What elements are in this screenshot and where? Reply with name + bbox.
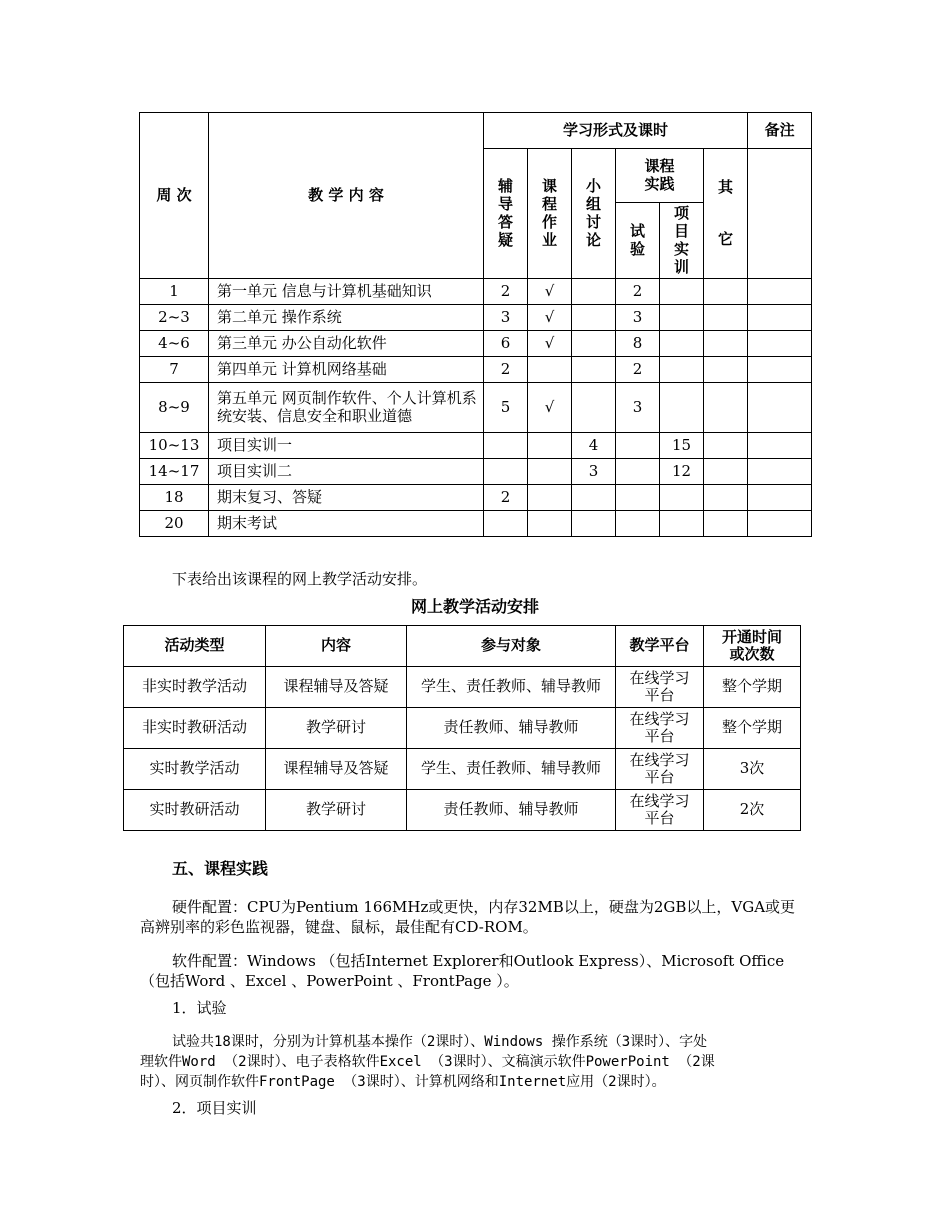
cell-tutoring: 5 (484, 383, 528, 433)
cell-activity-content: 课程辅导及答疑 (266, 667, 407, 708)
header-remark: 备注 (748, 113, 812, 149)
header-platform: 教学平台 (616, 626, 704, 667)
online-activity-table (123, 625, 801, 831)
cell-activity-type: 非实时教研活动 (124, 708, 266, 749)
cell-content: 第五单元 网页制作软件、个人计算机系统安装、信息安全和职业道德 (209, 383, 484, 433)
header-other: 其 它 (704, 149, 748, 279)
cell-project (660, 279, 704, 305)
cell-other (704, 357, 748, 383)
cell-tutoring (484, 511, 528, 537)
cell-week: 4~6 (140, 331, 209, 357)
cell-activity-type: 非实时教学活动 (124, 667, 266, 708)
cell-tutoring (484, 433, 528, 459)
cell-experiment: 3 (616, 305, 660, 331)
cell-other (704, 279, 748, 305)
cell-participants: 责任教师、辅导教师 (407, 790, 616, 831)
cell-other (704, 331, 748, 357)
item-experiment: 1．试验 (172, 999, 227, 1017)
cell-discussion (572, 357, 616, 383)
cell-project: 15 (660, 433, 704, 459)
cell-week: 20 (140, 511, 209, 537)
online-intro: 下表给出该课程的网上教学活动安排。 (172, 570, 428, 588)
header-practice: 课程实践 (616, 149, 704, 203)
cell-homework (528, 433, 572, 459)
cell-other (704, 511, 748, 537)
cell-content: 项目实训一 (209, 433, 484, 459)
cell-project (660, 331, 704, 357)
cell-week: 18 (140, 485, 209, 511)
cell-discussion (572, 279, 616, 305)
table-row (124, 790, 801, 831)
section-heading: 五、课程实践 (172, 859, 269, 878)
header-week: 周 次 (140, 113, 209, 279)
cell-activity-type: 实时教研活动 (124, 790, 266, 831)
cell-experiment (616, 485, 660, 511)
header-open-time: 开通时间或次数 (704, 626, 801, 667)
header-activity-content: 内容 (266, 626, 407, 667)
cell-experiment: 3 (616, 383, 660, 433)
experiment-line-2: 理软件Word （2课时）、电子表格软件Excel （3课时）、文稿演示软件PowerPoint （2课 (140, 1054, 715, 1070)
table-row (124, 667, 801, 708)
software-line-1: 软件配置：Windows （包括Internet Explorer和Outlook Express）、Microsoft Office (172, 952, 785, 970)
cell-content: 期末考试 (209, 511, 484, 537)
cell-other (704, 383, 748, 433)
header-homework: 课程作业 (528, 149, 572, 279)
table-row (140, 279, 812, 305)
cell-remark (748, 357, 812, 383)
table-row (140, 433, 812, 459)
cell-platform: 在线学习平台 (616, 667, 704, 708)
cell-tutoring (484, 459, 528, 485)
cell-week: 8~9 (140, 383, 209, 433)
cell-open-time: 整个学期 (704, 667, 801, 708)
cell-homework (528, 485, 572, 511)
cell-week: 14~17 (140, 459, 209, 485)
remark-header-blank (748, 149, 812, 279)
cell-remark (748, 279, 812, 305)
header-tutoring: 辅导答疑 (484, 149, 528, 279)
header-discussion: 小组讨论 (572, 149, 616, 279)
cell-experiment (616, 433, 660, 459)
cell-tutoring: 3 (484, 305, 528, 331)
cell-discussion (572, 331, 616, 357)
cell-experiment: 8 (616, 331, 660, 357)
cell-content: 期末复习、答疑 (209, 485, 484, 511)
cell-platform: 在线学习平台 (616, 708, 704, 749)
cell-remark (748, 485, 812, 511)
cell-remark (748, 459, 812, 485)
cell-participants: 学生、责任教师、辅导教师 (407, 667, 616, 708)
table-row (140, 485, 812, 511)
cell-discussion: 3 (572, 459, 616, 485)
table-row (124, 708, 801, 749)
cell-discussion (572, 485, 616, 511)
cell-content: 第三单元 办公自动化软件 (209, 331, 484, 357)
cell-week: 7 (140, 357, 209, 383)
cell-week: 10~13 (140, 433, 209, 459)
cell-experiment: 2 (616, 357, 660, 383)
cell-platform: 在线学习平台 (616, 749, 704, 790)
cell-homework: √ (528, 331, 572, 357)
cell-content: 第二单元 操作系统 (209, 305, 484, 331)
cell-remark (748, 331, 812, 357)
cell-homework (528, 511, 572, 537)
experiment-line-1: 试验共18课时，分别为计算机基本操作（2课时）、Windows 操作系统（3课时）、字处 (172, 1034, 708, 1050)
cell-week: 2~3 (140, 305, 209, 331)
cell-homework: √ (528, 305, 572, 331)
item-project-training: 2．项目实训 (172, 1099, 257, 1117)
table-row (140, 383, 812, 433)
cell-content: 项目实训二 (209, 459, 484, 485)
cell-experiment (616, 511, 660, 537)
cell-participants: 学生、责任教师、辅导教师 (407, 749, 616, 790)
cell-project: 12 (660, 459, 704, 485)
schedule-rows (140, 279, 812, 537)
cell-homework: √ (528, 383, 572, 433)
cell-project (660, 511, 704, 537)
cell-platform: 在线学习平台 (616, 790, 704, 831)
header-project: 项目实训 (660, 203, 704, 279)
cell-remark (748, 305, 812, 331)
cell-discussion (572, 383, 616, 433)
header-experiment: 试验 (616, 203, 660, 279)
cell-project (660, 305, 704, 331)
cell-remark (748, 433, 812, 459)
cell-project (660, 485, 704, 511)
cell-discussion (572, 305, 616, 331)
header-participants: 参与对象 (407, 626, 616, 667)
table-row (124, 749, 801, 790)
cell-activity-type: 实时教学活动 (124, 749, 266, 790)
cell-experiment: 2 (616, 279, 660, 305)
cell-open-time: 3次 (704, 749, 801, 790)
cell-experiment (616, 459, 660, 485)
table-row (140, 459, 812, 485)
table-row (140, 305, 812, 331)
cell-remark (748, 511, 812, 537)
header-activity-type: 活动类型 (124, 626, 266, 667)
cell-activity-content: 教学研讨 (266, 790, 407, 831)
cell-week: 1 (140, 279, 209, 305)
cell-open-time: 整个学期 (704, 708, 801, 749)
cell-other (704, 485, 748, 511)
cell-open-time: 2次 (704, 790, 801, 831)
cell-homework (528, 459, 572, 485)
table-row (140, 331, 812, 357)
header-learning-form: 学习形式及课时 (484, 113, 748, 149)
cell-remark (748, 383, 812, 433)
cell-activity-content: 教学研讨 (266, 708, 407, 749)
cell-project (660, 383, 704, 433)
cell-tutoring: 2 (484, 357, 528, 383)
online-table-title: 网上教学活动安排 (410, 597, 539, 616)
cell-content: 第一单元 信息与计算机基础知识 (209, 279, 484, 305)
cell-project (660, 357, 704, 383)
experiment-line-3: 时）、网页制作软件FrontPage （3课时）、计算机网络和Internet应用（2课时）。 (140, 1074, 666, 1090)
cell-homework (528, 357, 572, 383)
hardware-paragraph: 硬件配置：CPU为Pentium 166MHz或更快，内存32MB以上，硬盘为2GB以上，VGA或更高辨别率的彩色监视器，键盘、鼠标，最佳配有CD-ROM。 (140, 898, 796, 936)
cell-participants: 责任教师、辅导教师 (407, 708, 616, 749)
cell-other (704, 433, 748, 459)
cell-discussion (572, 511, 616, 537)
cell-other (704, 459, 748, 485)
table-row (140, 357, 812, 383)
cell-tutoring: 6 (484, 331, 528, 357)
table-row (140, 511, 812, 537)
cell-discussion: 4 (572, 433, 616, 459)
cell-tutoring: 2 (484, 485, 528, 511)
cell-content: 第四单元 计算机网络基础 (209, 357, 484, 383)
cell-tutoring: 2 (484, 279, 528, 305)
cell-other (704, 305, 748, 331)
software-line-2: （包括Word 、Excel 、PowerPoint 、FrontPage ）。 (140, 972, 519, 990)
header-content: 教 学 内 容 (209, 113, 484, 279)
cell-homework: √ (528, 279, 572, 305)
cell-activity-content: 课程辅导及答疑 (266, 749, 407, 790)
schedule-table (139, 112, 812, 537)
